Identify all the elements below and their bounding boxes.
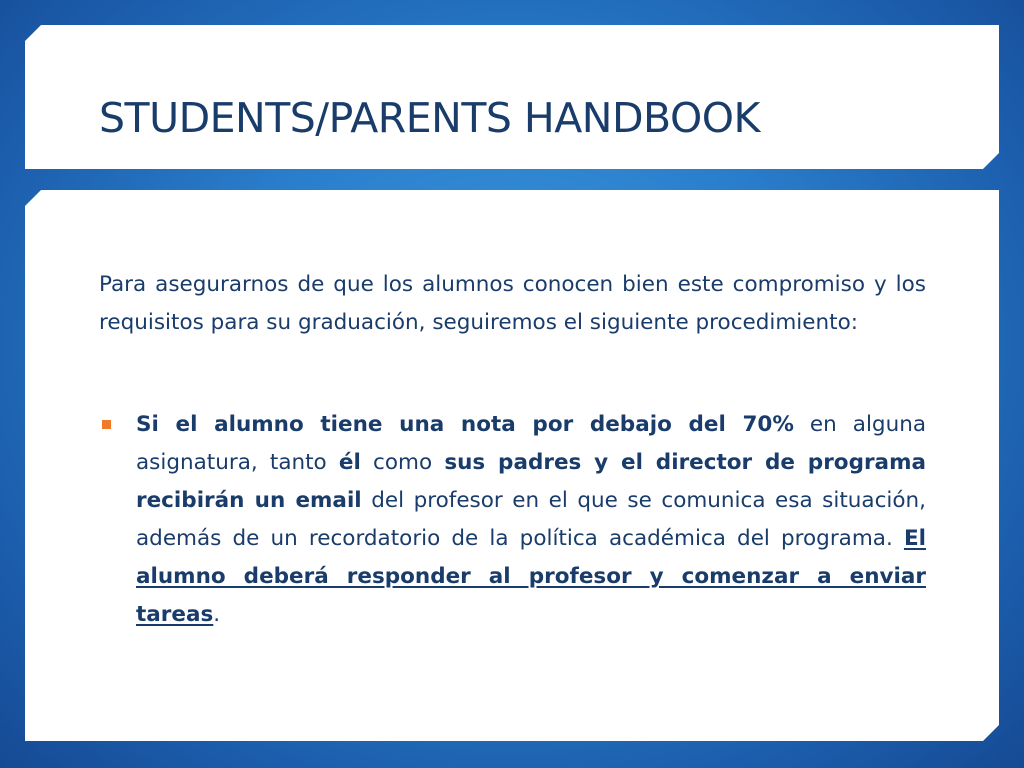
- intro-paragraph: Para asegurarnos de que los alumnos conocen bien este compromiso y los requisitos para su graduación, seguiremos el siguiente procedimiento:: [99, 272, 926, 335]
- bullet-bold-5: sus padres y el director de programa recibirán un email: [136, 450, 926, 513]
- bullet-text-6: del profesor en el que se comunica esa situación, además de un recordatorio de la política académica del programa.: [136, 488, 927, 551]
- bullet-text-8: .: [213, 602, 221, 627]
- bullet-square-icon: [102, 420, 111, 429]
- slide-title: STUDENTS/PARENTS HANDBOOK: [99, 94, 760, 142]
- bullet-paragraph: [136, 406, 926, 634]
- bullet-text-2: en alguna asignatura, tanto: [136, 412, 926, 475]
- bullet-bold-1: Si el alumno tiene una nota por debajo del 70%: [136, 412, 794, 437]
- bullet-text-4: como: [360, 450, 445, 475]
- bullet-underline-7: El alumno deberá responder al profesor y comenzar a enviar tareas: [136, 526, 926, 627]
- bullet-bold-3: él: [338, 450, 361, 475]
